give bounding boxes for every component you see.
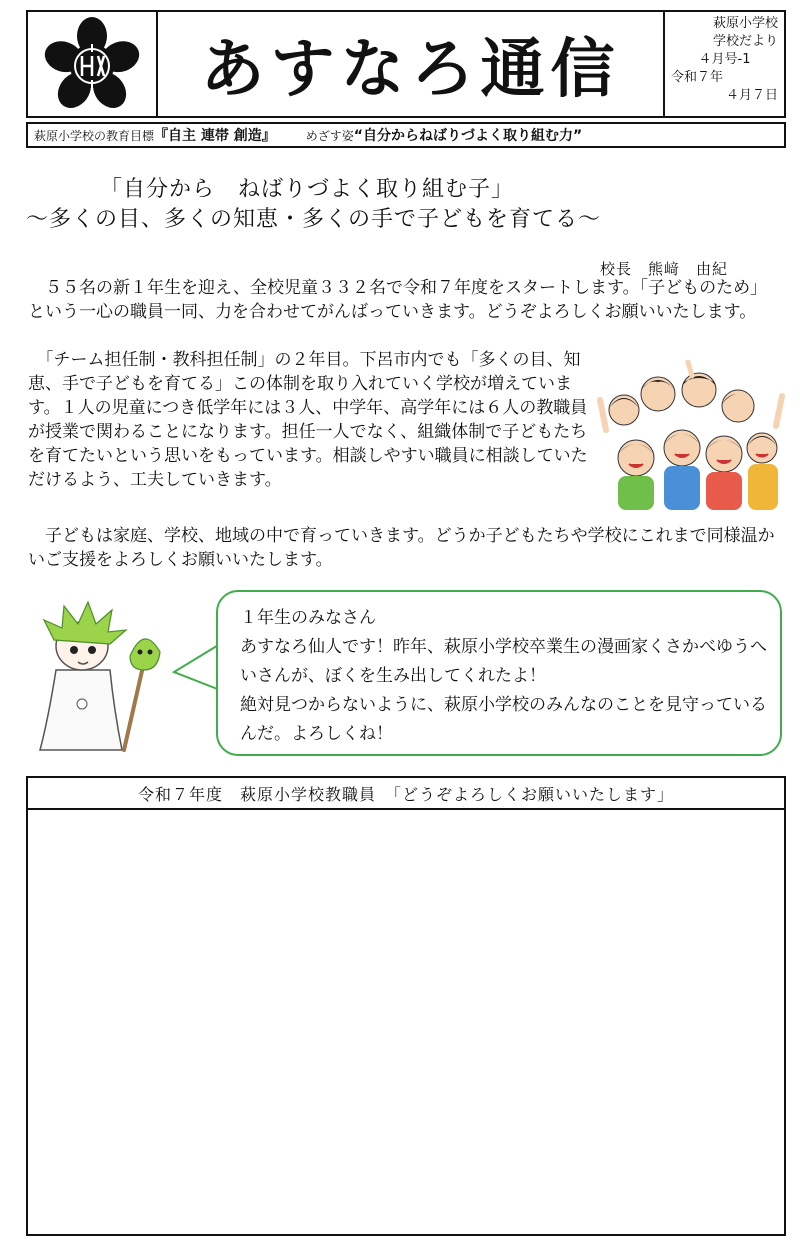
bubble-line: １年生のみなさん	[240, 608, 376, 628]
article-paragraph: 「チーム担任制・教科担任制」の２年目。下呂市内でも「多くの目、知恵、手で子どもを育てる」この体制を取り入れていく学校が増えています。１人の児童につき低学年には３人、中学年、高学年には６人の教職員が授業で関わることになります。担任一人でなく、組織体制で子どもたちを育てたいという思いをもっています。相談しやすい職員に相談していただけるよう、工夫していきます。	[28, 350, 588, 490]
issue-date: ４月７日	[725, 88, 778, 103]
era-year: 令和７年	[671, 70, 724, 85]
asunaro-sennin-mascot	[26, 600, 176, 760]
article-subheading: ～多くの目、多くの知恵・多くの手で子どもを育てる～	[26, 207, 602, 232]
goal-label: 萩原小学校の教育目標	[34, 128, 155, 143]
bubble-line: あすなろ仙人です！昨年、萩原小学校卒業生の漫画家くさかべゆうへいさんが、ぼくを生み出してくれたよ！	[240, 637, 767, 686]
aim-value: “自分からねばりづよく取り組む力”	[353, 128, 583, 144]
speech-bubble-text	[240, 604, 770, 749]
emblem-cell	[28, 12, 158, 116]
article-paragraph: 子どもは家庭、学校、地域の中で育っていきます。どうか子どもたちや学校にこれまで同様温かいご支援をよろしくお願いいたします。	[28, 526, 775, 570]
newsletter-name: 学校だより	[712, 34, 778, 49]
school-name: 萩原小学校	[712, 16, 778, 31]
article-heading: 「自分から ねばりづよく取り組む子」	[100, 177, 515, 202]
newsletter-header	[26, 10, 786, 118]
staff-table	[26, 776, 786, 1236]
article-author: 校長 熊﨑 由紀	[600, 260, 729, 278]
bubble-line: 絶対見つからないように、萩原小学校のみんなのことを見守っているんだ。よろしくね！	[240, 695, 767, 744]
title-cell	[158, 12, 665, 116]
cheering-children-illustration	[596, 360, 786, 510]
staff-table-header: 令和７年度 萩原小学校教職員 「どうぞよろしくお願いいたします」	[28, 778, 784, 810]
issue-info	[665, 12, 784, 116]
aim-label: めざす姿	[305, 128, 354, 143]
goal-value: 『自主 連帯 創造』	[154, 128, 276, 144]
education-goal-bar	[26, 122, 786, 148]
newsletter-title: あすなろ通信	[200, 32, 621, 107]
school-emblem-icon	[42, 16, 142, 112]
article-paragraph: ５５名の新１年生を迎え、全校児童３３２名で令和７年度をスタートします。「子どものため」という一心の職員一同、力を合わせてがんばっていきます。どうぞよろしくお願いいたします。	[28, 278, 768, 322]
issue-number: ４月号-1	[698, 52, 751, 67]
